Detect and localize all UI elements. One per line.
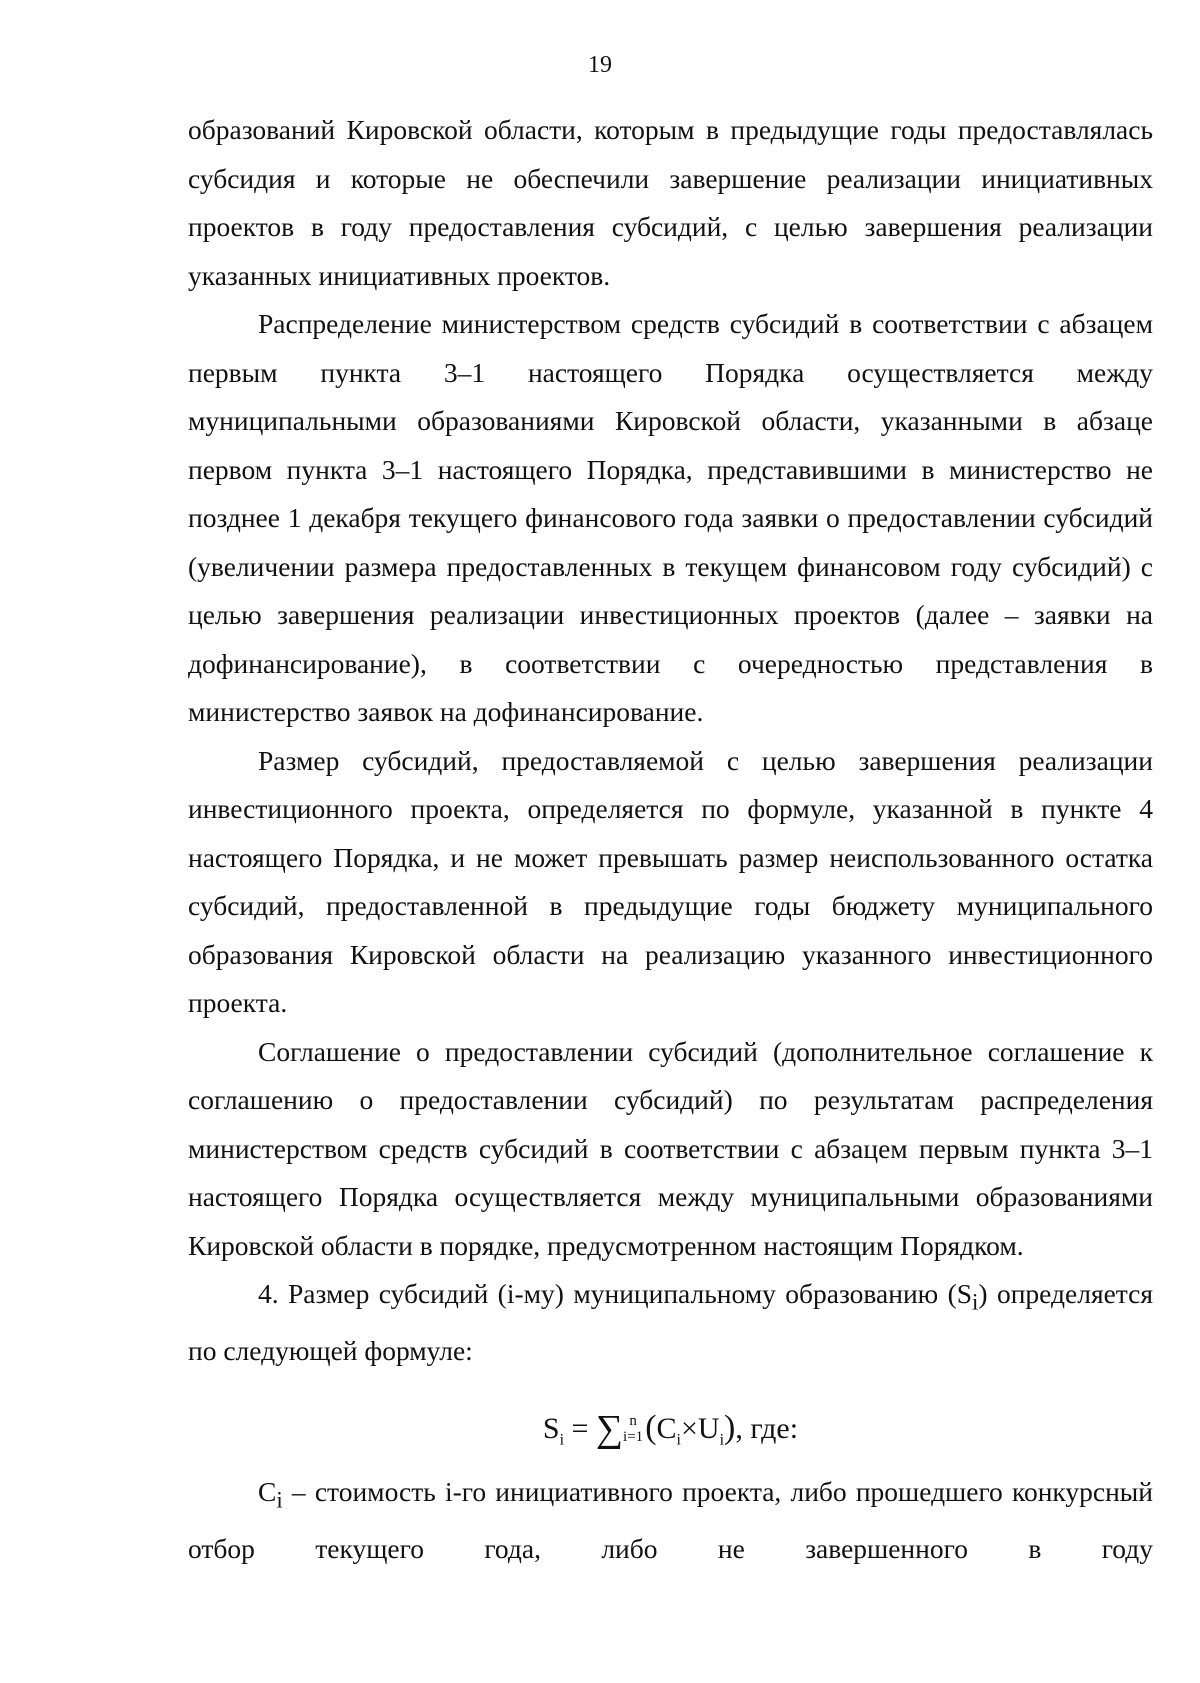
formula-u-subscript: i — [719, 1431, 725, 1448]
paragraph-5-subscript: i — [972, 1289, 979, 1315]
formula-u: U — [697, 1411, 720, 1445]
paragraph-6-symbol: C — [258, 1475, 277, 1507]
formula-upper-limit: n — [629, 1413, 637, 1430]
formula-times: × — [680, 1411, 698, 1445]
document-body — [188, 106, 1153, 1573]
paragraph-6-text: – стоимость i-го инициативного проекта, либо прошедшего конкурсный отбор текущего года, либо не завершенного в году — [188, 1475, 1153, 1564]
formula-suffix: , где: — [735, 1411, 799, 1445]
formula-equals: = — [564, 1411, 596, 1445]
paragraph-3: Размер субсидий, предоставляемой с целью завершения реализации инвестиционного проекта, определяется по формуле, указанной в пункте 4 настоящего Порядка, и не может превышать размер неиспользованного остатка субсидий, предоставленной в предыдущие годы бюджету муниципального образования Кировской области на реализацию указанного инвестиционного проекта. — [188, 744, 1153, 1018]
formula-sum-limits — [623, 1413, 643, 1445]
paragraph-5-text: 4. Размер субсидий (i-му) муниципальному образованию (S — [258, 1278, 973, 1309]
formula-lower-limit: i=1 — [623, 1429, 644, 1446]
formula-c: C — [656, 1411, 677, 1445]
paragraph-5 — [188, 1270, 1153, 1376]
paragraph-2: Распределение министерством средств субсидий в соответствии с абзацем первым пункта 3–1 настоящего Порядка осуществляется между муниципальными образованиями Кировской области, указанными в абзаце первом пункта 3–1 настоящего Порядка, представившими в министерство не позднее 1 декабря текущего финансового года заявки о предоставлении субсидий (увеличении размера предоставленных в текущем финансовом году субсидий) с целью завершения реализации инвестиционных проектов (далее – заявки на дофинансирование), в соответствии с очередностью представления в министерство заявок на дофинансирование. — [188, 308, 1153, 727]
formula-sum-symbol: ∑ — [595, 1407, 624, 1450]
page-number: 19 — [588, 52, 612, 78]
formula-c-subscript: i — [676, 1431, 681, 1448]
formula-s: S — [542, 1411, 560, 1445]
subsidy-formula — [188, 1396, 1153, 1456]
paragraph-6-subscript: i — [276, 1487, 283, 1512]
paragraph-4: Соглашение о предоставлении субсидий (дополнительное соглашение к соглашению о предоставлении субсидий) по результатам распределения министерством средств субсидий в соответствии с абзацем первым пункта 3–1 настоящего Порядка осуществляется между муниципальными образованиями Кировской области в порядке, предусмотренном настоящим Порядком. — [188, 1035, 1153, 1261]
formula-s-subscript: i — [559, 1431, 565, 1448]
formula-open-paren: ( — [645, 1408, 657, 1446]
paragraph-6 — [188, 1468, 1153, 1574]
paragraph-5-end: ) определяется по следующей формуле: — [188, 1278, 1154, 1366]
paragraph-1: образований Кировской области, которым в предыдущие годы предоставлялась субсидия и которые не обеспечили завершение реализации инициативных проектов в году предоставления субсидий, с целью завершения реализации указанных инициативных проектов. — [188, 114, 1153, 291]
formula-close-paren: ) — [724, 1408, 736, 1446]
